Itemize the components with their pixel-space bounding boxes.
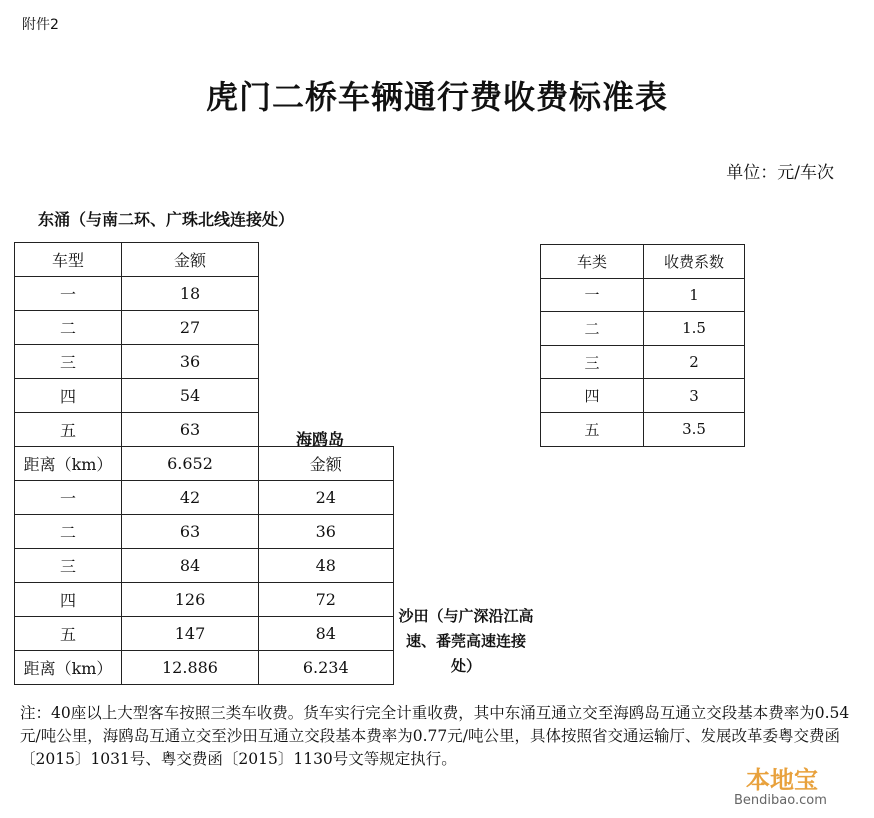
header-cell: 收费系数	[644, 245, 745, 279]
cell: 三	[541, 345, 644, 379]
table-header-row	[15, 243, 394, 277]
section-dongyong: 东涌（与南二环、广珠北线连接处）	[38, 210, 295, 229]
table-row	[15, 311, 394, 345]
cell: 126	[122, 583, 259, 617]
table-row	[15, 379, 394, 413]
table-row	[15, 481, 394, 515]
watermark-site: Bendibao.com	[734, 793, 827, 808]
cell: 3.5	[644, 412, 745, 446]
cell: 四	[541, 379, 644, 413]
distance-value: 6.652	[122, 447, 259, 481]
cell: 63	[122, 413, 259, 447]
cell: 36	[122, 345, 259, 379]
cell: 3	[644, 379, 745, 413]
header-cell: 车类	[541, 245, 644, 279]
table-row	[15, 515, 394, 549]
cell: 三	[15, 345, 122, 379]
table-row	[541, 278, 745, 312]
cell: 84	[122, 549, 259, 583]
section-shatian: 沙田（与广深沿江高速、番莞高速连接处）	[398, 607, 534, 675]
table-row	[15, 345, 394, 379]
distance-label: 距离（km）	[15, 447, 122, 481]
distance-value: 12.886	[122, 651, 259, 685]
table-row	[541, 312, 745, 346]
coefficient-table	[540, 244, 745, 447]
distance-row	[15, 651, 394, 685]
table-row	[541, 379, 745, 413]
cell: 二	[541, 312, 644, 346]
header-cell: 金额	[259, 447, 394, 481]
table-row	[15, 549, 394, 583]
table-row	[15, 277, 394, 311]
cell: 72	[259, 583, 394, 617]
footnote: 注：40座以上大型客车按照三类车收费。货车实行完全计重收费，其中东涌互通立交至海鸥岛互通立交段基本费率为0.54元/吨公里，海鸥岛互通立交至沙田互通立交段基本费率为0.77元/吨公里，具体按照省交通运输厅、发展改革委粤交费函〔2015〕1031号、粤交费函〔2015〕1130号文等规定执行。	[20, 704, 850, 768]
cell: 二	[15, 311, 122, 345]
header-cell: 车型	[15, 243, 122, 277]
cell: 1	[644, 278, 745, 312]
cell: 147	[122, 617, 259, 651]
distance-label: 距离（km）	[15, 651, 122, 685]
cell: 五	[15, 413, 122, 447]
cell: 24	[259, 481, 394, 515]
cell: 1.5	[644, 312, 745, 346]
cell: 一	[541, 278, 644, 312]
section-haiou: 海鸥岛	[296, 430, 345, 449]
table-row	[15, 583, 394, 617]
cell: 四	[15, 583, 122, 617]
cell: 五	[541, 412, 644, 446]
page-title: 虎门二桥车辆通行费收费标准表	[205, 78, 668, 116]
cell: 三	[15, 549, 122, 583]
table-row	[541, 412, 745, 446]
header-cell: 金额	[122, 243, 259, 277]
cell: 一	[15, 277, 122, 311]
cell: 48	[259, 549, 394, 583]
cell: 2	[644, 345, 745, 379]
cell: 54	[122, 379, 259, 413]
unit-label: 单位：元/车次	[726, 163, 834, 183]
attachment-label: 附件2	[22, 17, 59, 33]
watermark-logo	[730, 760, 860, 810]
cell: 36	[259, 515, 394, 549]
cell: 63	[122, 515, 259, 549]
cell: 84	[259, 617, 394, 651]
cell: 四	[15, 379, 122, 413]
cell: 二	[15, 515, 122, 549]
distance-row	[15, 447, 394, 481]
table-row	[541, 345, 745, 379]
distance-value: 6.234	[259, 651, 394, 685]
cell: 42	[122, 481, 259, 515]
cell: 18	[122, 277, 259, 311]
cell: 27	[122, 311, 259, 345]
toll-table	[14, 242, 394, 685]
table-header-row	[541, 245, 745, 279]
cell: 一	[15, 481, 122, 515]
table-row	[15, 413, 394, 447]
watermark-brand: 本地宝	[746, 766, 818, 794]
table-row	[15, 617, 394, 651]
cell: 五	[15, 617, 122, 651]
